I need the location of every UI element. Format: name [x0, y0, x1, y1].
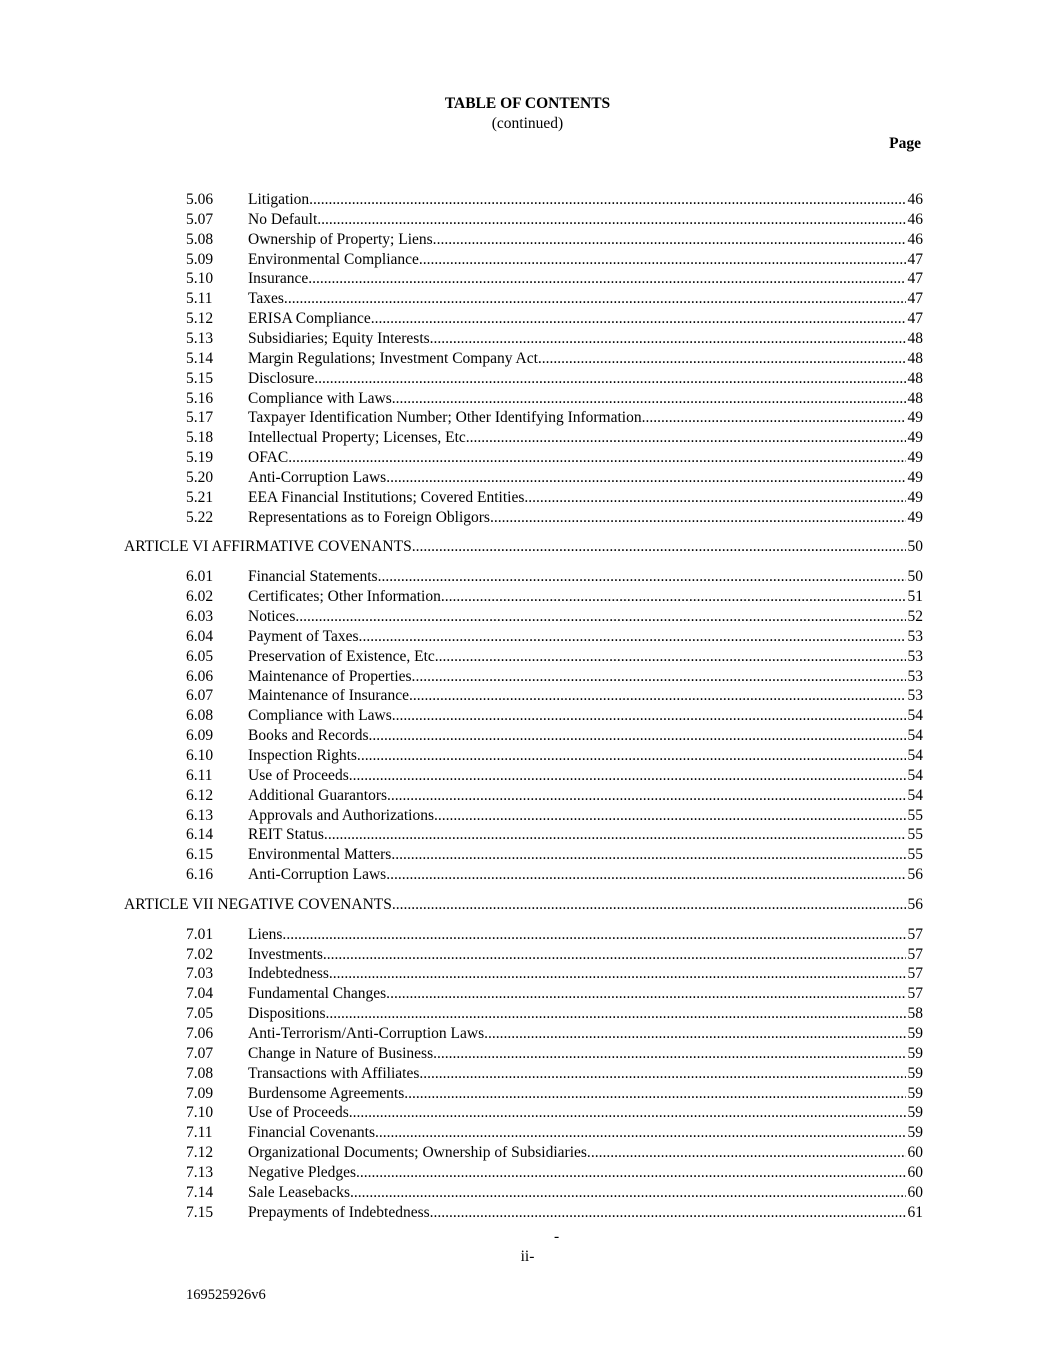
- section-page-number: 50: [907, 568, 923, 586]
- toc-entry: [0, 448, 1055, 468]
- section-title: [248, 667, 923, 687]
- section-title-text: Environmental Matters.: [248, 846, 396, 864]
- toc-entry: [0, 865, 1055, 885]
- toc-entry: [0, 1004, 1055, 1024]
- section-title: [248, 865, 923, 885]
- section-page-number: 60: [907, 1163, 923, 1181]
- section-page-number: 58: [907, 1005, 923, 1023]
- section-title-text: Payment of Taxes.: [248, 627, 363, 645]
- section-number: 7.08: [186, 1064, 214, 1082]
- toc-entry: [0, 1064, 1055, 1084]
- section-page-number: 46: [907, 210, 923, 228]
- section-title-text: Anti-Corruption Laws.: [248, 468, 391, 486]
- section-title-text: Taxes.: [248, 290, 288, 308]
- toc-entry: [0, 468, 1055, 488]
- section-title: [248, 230, 923, 250]
- section-page-number: 57: [907, 985, 923, 1003]
- section-page-number: 47: [907, 250, 923, 268]
- section-title-text: Organizational Documents; Ownership of Subsidiaries.: [248, 1144, 591, 1162]
- section-number: 6.11: [186, 766, 213, 784]
- toc-entry: [0, 329, 1055, 349]
- section-number: 7.10: [186, 1104, 214, 1122]
- toc-entry: [0, 984, 1055, 1004]
- section-title: [248, 269, 923, 289]
- section-page-number: 48: [907, 389, 923, 407]
- section-number: 5.14: [186, 349, 214, 367]
- section-title-text: ARTICLE VI AFFIRMATIVE COVENANTS: [124, 538, 412, 556]
- section-number: 6.05: [186, 647, 214, 665]
- toc-entry: [0, 230, 1055, 250]
- section-number: 6.09: [186, 727, 214, 745]
- section-title-text: Certificates; Other Information.: [248, 588, 445, 606]
- section-page-number: 49: [907, 409, 923, 427]
- section-page-number: 59: [907, 1044, 923, 1062]
- toc-entry: [0, 408, 1055, 428]
- section-number: 6.02: [186, 588, 214, 606]
- section-title-text: Investments.: [248, 945, 327, 963]
- section-page-number: 52: [907, 608, 923, 625]
- section-title: [248, 746, 923, 766]
- section-title-text: Inspection Rights.: [248, 746, 361, 764]
- section-number: 7.07: [186, 1044, 214, 1062]
- section-title-text: Representations as to Foreign Obligors.: [248, 508, 494, 526]
- toc-entry: [0, 309, 1055, 329]
- toc-entry: [0, 607, 1055, 627]
- toc-entry: [0, 766, 1055, 786]
- section-number: 5.09: [186, 250, 214, 268]
- section-page-number: 59: [907, 1104, 923, 1122]
- section-number: 5.22: [186, 508, 214, 526]
- section-page-number: 55: [907, 846, 923, 864]
- section-page-number: 49: [907, 488, 923, 506]
- section-page-number: 54: [907, 727, 923, 745]
- section-number: 6.14: [186, 826, 214, 844]
- footer-dash: -: [554, 1228, 560, 1245]
- section-title: [248, 1024, 923, 1044]
- section-number: 7.14: [186, 1183, 214, 1201]
- section-number: 5.06: [186, 191, 214, 208]
- toc-entry: [0, 269, 1055, 289]
- section-title-text: Change in Nature of Business.: [248, 1044, 437, 1062]
- section-number: 6.04: [186, 627, 214, 645]
- section-title-text: Books and Records.: [248, 727, 373, 745]
- section-title: [248, 289, 923, 309]
- section-title: [248, 448, 923, 468]
- section-title-text: REIT Status.: [248, 826, 328, 844]
- section-number: 6.07: [186, 687, 214, 705]
- section-page-number: 54: [907, 766, 923, 784]
- footer-page-number: ii-: [520, 1248, 535, 1265]
- toc-entry: [0, 428, 1055, 448]
- section-title-text: Notices.: [248, 608, 300, 625]
- section-title-text: Intellectual Property; Licenses, Etc.: [248, 429, 470, 447]
- toc-entry: [0, 1084, 1055, 1104]
- section-title-text: Ownership of Property; Liens.: [248, 230, 437, 248]
- section-title: [248, 945, 923, 965]
- section-title: [248, 1123, 923, 1143]
- section-title: [248, 1103, 923, 1123]
- toc-entry: [0, 1143, 1055, 1163]
- section-number: 7.04: [186, 985, 214, 1003]
- section-title-text: Negative Pledges.: [248, 1163, 360, 1181]
- section-number: 5.12: [186, 310, 214, 328]
- section-title: [248, 190, 923, 210]
- section-title: [248, 1183, 923, 1203]
- toc-entry: [0, 567, 1055, 587]
- section-number: 5.18: [186, 429, 214, 447]
- section-page-number: 48: [907, 349, 923, 367]
- section-title: [248, 567, 923, 587]
- toc-entry: [0, 964, 1055, 984]
- section-title: [248, 210, 923, 230]
- section-number: 6.03: [186, 608, 214, 625]
- toc-entry: [0, 1183, 1055, 1203]
- section-page-number: 47: [907, 270, 923, 288]
- section-title: [248, 1143, 923, 1163]
- toc-entry: [0, 706, 1055, 726]
- section-title-text: Prepayments of Indebtedness.: [248, 1203, 434, 1221]
- section-page-number: 47: [907, 310, 923, 328]
- toc-entry: [0, 686, 1055, 706]
- toc-entry: [0, 1163, 1055, 1183]
- section-title: [248, 806, 923, 826]
- section-title-text: Maintenance of Insurance.: [248, 687, 413, 705]
- section-title: [248, 309, 923, 329]
- section-title: [248, 428, 923, 448]
- toc-entry: [0, 210, 1055, 230]
- section-title: [248, 647, 923, 667]
- section-title: [248, 786, 923, 806]
- toc-title: TABLE OF CONTENTS: [444, 95, 611, 112]
- section-title-text: Use of Proceeds.: [248, 766, 353, 784]
- section-title-text: Burdensome Agreements.: [248, 1084, 409, 1102]
- section-number: 5.11: [186, 290, 213, 308]
- section-page-number: 48: [907, 369, 923, 387]
- section-title-text: Anti-Terrorism/Anti-Corruption Laws.: [248, 1025, 488, 1042]
- section-title-text: Disclosure.: [248, 369, 319, 387]
- toc-entry: [0, 1123, 1055, 1143]
- section-number: 7.06: [186, 1025, 214, 1042]
- section-page-number: 50: [907, 538, 923, 556]
- section-number: 5.07: [186, 210, 214, 228]
- toc-entry: [0, 289, 1055, 309]
- section-title-text: ERISA Compliance.: [248, 310, 375, 328]
- toc-entry: [0, 726, 1055, 746]
- section-number: 7.15: [186, 1203, 214, 1221]
- section-number: 6.15: [186, 846, 214, 864]
- section-title: [248, 1004, 923, 1024]
- section-title: [124, 895, 923, 915]
- section-number: 5.15: [186, 369, 214, 387]
- section-title: [248, 587, 923, 607]
- section-title: [248, 488, 923, 508]
- section-title: [248, 686, 923, 706]
- section-number: 6.10: [186, 746, 214, 764]
- section-title: [248, 389, 923, 409]
- section-number: 6.06: [186, 667, 214, 685]
- toc-entry: [0, 825, 1055, 845]
- section-page-number: 46: [907, 191, 923, 208]
- section-title: [248, 508, 923, 528]
- section-page-number: 57: [907, 965, 923, 983]
- section-number: 5.16: [186, 389, 214, 407]
- toc-entry: [0, 786, 1055, 806]
- section-page-number: 49: [907, 508, 923, 526]
- toc-entry: [0, 647, 1055, 667]
- section-title: [248, 1163, 923, 1183]
- section-title: [248, 1064, 923, 1084]
- section-title: [248, 329, 923, 349]
- section-title: [248, 1203, 923, 1223]
- section-page-number: 51: [907, 588, 923, 606]
- toc-entry: [0, 488, 1055, 508]
- section-number: 6.12: [186, 786, 214, 804]
- section-number: 5.20: [186, 468, 214, 486]
- toc-entry: [0, 1103, 1055, 1123]
- section-page-number: 46: [907, 230, 923, 248]
- section-title: [248, 706, 923, 726]
- section-title-text: No Default.: [248, 210, 322, 228]
- section-title-text: Taxpayer Identification Number; Other Identifying Information.: [248, 409, 646, 427]
- toc-article-entry: [0, 537, 1055, 557]
- toc-entry: [0, 925, 1055, 945]
- section-title-text: Transactions with Affiliates.: [248, 1064, 424, 1082]
- page-column-header: Page: [889, 135, 921, 152]
- section-title-text: Sale Leasebacks.: [248, 1183, 354, 1201]
- section-title-text: Litigation.: [248, 191, 314, 208]
- section-number: 6.16: [186, 866, 214, 884]
- section-title-text: EEA Financial Institutions; Covered Entities.: [248, 488, 529, 506]
- section-page-number: 60: [907, 1183, 923, 1201]
- section-title-text: Margin Regulations; Investment Company Act.: [248, 349, 542, 367]
- section-title-text: Preservation of Existence, Etc.: [248, 647, 439, 665]
- section-number: 7.02: [186, 945, 214, 963]
- section-number: 5.17: [186, 409, 214, 427]
- section-title-text: Liens.: [248, 925, 287, 943]
- toc-entry: [0, 587, 1055, 607]
- section-page-number: 53: [907, 627, 923, 645]
- section-title: [248, 627, 923, 647]
- section-page-number: 56: [907, 866, 923, 884]
- toc-subtitle: (continued): [491, 115, 564, 132]
- section-title: [248, 925, 923, 945]
- section-title-text: Financial Statements.: [248, 568, 382, 586]
- section-number: 5.10: [186, 270, 214, 288]
- section-number: 5.13: [186, 329, 214, 347]
- section-page-number: 59: [907, 1025, 923, 1042]
- section-page-number: 55: [907, 806, 923, 824]
- section-title-text: Maintenance of Properties.: [248, 667, 416, 685]
- section-title-text: Compliance with Laws.: [248, 707, 396, 725]
- section-page-number: 48: [907, 329, 923, 347]
- section-number: 7.03: [186, 965, 214, 983]
- section-page-number: 53: [907, 687, 923, 705]
- section-page-number: 55: [907, 826, 923, 844]
- section-title: [248, 349, 923, 369]
- section-title: [124, 537, 923, 557]
- section-page-number: 54: [907, 786, 923, 804]
- section-title: [248, 369, 923, 389]
- section-number: 5.19: [186, 449, 214, 467]
- section-title-text: Financial Covenants.: [248, 1124, 379, 1142]
- section-page-number: 49: [907, 449, 923, 467]
- section-number: 5.08: [186, 230, 214, 248]
- toc-entry: [0, 667, 1055, 687]
- toc-entry: [0, 945, 1055, 965]
- section-title-text: Environmental Compliance.: [248, 250, 423, 268]
- toc-entry: [0, 389, 1055, 409]
- section-number: 6.01: [186, 568, 214, 586]
- section-number: 7.01: [186, 925, 214, 943]
- section-title-text: Indebtedness.: [248, 965, 333, 983]
- section-page-number: 54: [907, 707, 923, 725]
- section-title: [248, 766, 923, 786]
- toc-entry: [0, 508, 1055, 528]
- section-title-text: Compliance with Laws.: [248, 389, 396, 407]
- section-title-text: Use of Proceeds.: [248, 1104, 353, 1122]
- toc-entry: [0, 369, 1055, 389]
- section-title: [248, 250, 923, 270]
- section-title-text: Subsidiaries; Equity Interests.: [248, 329, 434, 347]
- toc-entry: [0, 349, 1055, 369]
- section-page-number: 53: [907, 667, 923, 685]
- toc-entry: [0, 1024, 1055, 1044]
- section-number: 7.13: [186, 1163, 214, 1181]
- section-title-text: Approvals and Authorizations.: [248, 806, 438, 824]
- section-page-number: 49: [907, 429, 923, 447]
- section-title: [248, 964, 923, 984]
- section-number: 6.08: [186, 707, 214, 725]
- section-number: 7.09: [186, 1084, 214, 1102]
- section-page-number: 56: [907, 895, 923, 913]
- document-id: 169525926v6: [186, 1287, 266, 1303]
- section-title-text: ARTICLE VII NEGATIVE COVENANTS: [124, 895, 392, 913]
- section-number: 5.21: [186, 488, 214, 506]
- section-title: [248, 468, 923, 488]
- section-page-number: 60: [907, 1144, 923, 1162]
- section-page-number: 59: [907, 1064, 923, 1082]
- section-title: [248, 607, 923, 627]
- toc-entry: [0, 746, 1055, 766]
- section-page-number: 47: [907, 290, 923, 308]
- section-page-number: 57: [907, 925, 923, 943]
- section-page-number: 49: [907, 468, 923, 486]
- section-number: 7.12: [186, 1144, 214, 1162]
- section-page-number: 59: [907, 1084, 923, 1102]
- section-number: 6.13: [186, 806, 214, 824]
- section-page-number: 61: [907, 1203, 923, 1221]
- section-title-text: Additional Guarantors.: [248, 786, 391, 804]
- toc-entry: [0, 250, 1055, 270]
- section-page-number: 57: [907, 945, 923, 963]
- toc-entry: [0, 627, 1055, 647]
- section-title: [248, 984, 923, 1004]
- toc-entry: [0, 806, 1055, 826]
- section-page-number: 59: [907, 1124, 923, 1142]
- section-title: [248, 1084, 923, 1104]
- section-title-text: Insurance.: [248, 270, 313, 288]
- toc-entry: [0, 845, 1055, 865]
- toc-entry: [0, 190, 1055, 210]
- section-title-text: OFAC.: [248, 449, 293, 467]
- section-title: [248, 408, 923, 428]
- section-number: 7.05: [186, 1005, 214, 1023]
- section-page-number: 54: [907, 746, 923, 764]
- section-page-number: 53: [907, 647, 923, 665]
- section-title: [248, 845, 923, 865]
- toc-entry: [0, 1044, 1055, 1064]
- section-title: [248, 1044, 923, 1064]
- section-title: [248, 825, 923, 845]
- section-title-text: Fundamental Changes.: [248, 985, 391, 1003]
- toc-article-entry: [0, 895, 1055, 915]
- section-title-text: Anti-Corruption Laws.: [248, 866, 391, 884]
- toc-entry: [0, 1203, 1055, 1223]
- section-title: [248, 726, 923, 746]
- section-title-text: Dispositions.: [248, 1005, 330, 1023]
- section-number: 7.11: [186, 1124, 213, 1142]
